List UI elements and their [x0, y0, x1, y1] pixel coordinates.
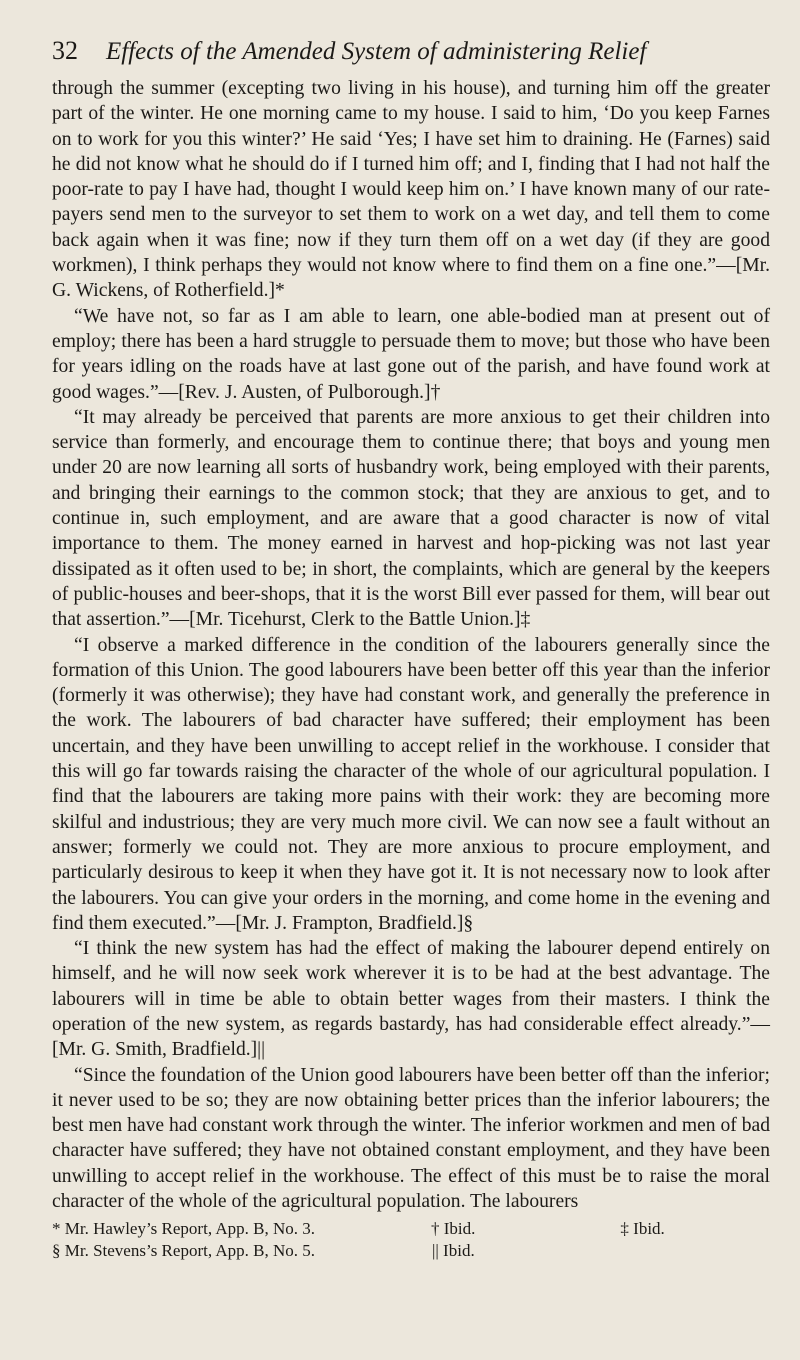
paragraph: “I observe a marked difference in the condition of the labourers generally since the formation of this Union. The good labourers have been better off this year than the inferior (formerly it was otherwise); they have had constant work, and generally the preference in the work. The labourers of bad character have suffered; their employment has been uncertain, and they have been unwilling to accept relief in the workhouse. I consider that this will go far towards raising the character of the whole of our agricultural population. I find that the labourers are taking more pains with their work: they are becoming more skilful and industrious; they are very much more civil. We can now see a fault without an answer; formerly we could not. They are more anxious to procure employment, and particularly desirous to keep it when they have got it. It is not necessary now to look after the labourers. You can give your orders in the morning, and come home in the evening and find them executed.”—[Mr. J. Frampton, Bradfield.]§ — [52, 634, 770, 934]
paragraph: “It may already be perceived that parents are more anxious to get their children into service than formerly, and encourage them to continue there; that boys and young men under 20 are now learning all sorts of husbandry work, being employed with their parents, and bringing their earnings to the common stock; that they are anxious to get, and to continue in, such employment, and are aware that a good character is now of vital importance to them. The money earned in harvest and hop-picking was not last year dissipated as it often used to be; in short, the complaints, which are general by the keepers of public-houses and beer-shops, that it is the worst Bill ever passed for them, will bear out that assertion.”—[Mr. Ticehurst, Clerk to the Battle Union.]‡ — [52, 406, 770, 631]
footnote-row — [52, 1240, 770, 1262]
page-header — [52, 36, 770, 72]
paragraph: through the summer (excepting two living in his house), and turning him off the greater part of the winter. He one morning came to my house. I said to him, ‘Do you keep Farnes on to work for you this winter?’ He said ‘Yes; I have set him to draining. He (Farnes) said he did not know what he should do if I turned him off; and I, finding that I had not half the poor-rate to pay I have had, thought I would keep him on.’ I have known many of our rate-payers send men to the surveyor to set them to work on a wet day, and tell them to come back again when it was fine; now if they turn them off on a wet day (if they are good workmen), I think perhaps they would not know where to find them on a fine one.”—[Mr. G. Wickens, of Rotherfield.]* — [52, 78, 770, 302]
footnote-row — [52, 1218, 770, 1240]
running-title: Effects of the Amended System of administering Relief — [106, 38, 647, 65]
footnotes — [52, 1218, 770, 1262]
footnote: || Ibid. — [432, 1241, 475, 1261]
paragraph: “Since the foundation of the Union good labourers have been better off than the inferior; it never used to be so; they are now obtaining better prices than the inferior labourers; the best men have had constant work through the winter. The inferior workmen and men of bad character have suffered; they have not obtained constant employment, and they have been unwilling to accept relief in the workhouse. The effect of this must be to raise the moral character of the whole of the agricultural population. The labourers — [52, 1064, 770, 1213]
footnote: † Ibid. — [430, 1219, 476, 1239]
paragraph: “I think the new system has had the effect of making the labourer depend entirely on himself, and he will now seek work wherever it is to be had at the best advantage. The labourers will in time be able to obtain better wages from their masters. I think the operation of the new system, as regards bastardy, has had considerable effect already.”—[Mr. G. Smith, Bradfield.]|| — [52, 938, 770, 1061]
body-text — [52, 76, 770, 1214]
page-number: 32 — [52, 36, 78, 65]
footnote: § Mr. Stevens’s Report, App. B, No. 5. — [52, 1241, 316, 1261]
footnote: * Mr. Hawley’s Report, App. B, No. 3. — [52, 1219, 316, 1239]
paragraph: “We have not, so far as I am able to learn, one able-bodied man at present out of employ; there has been a hard struggle to persuade them to move; but those who have been for years idling on the roads have at last gone out of the parish, and have found work at good wages.”—[Rev. J. Austen, of Pulborough.]† — [52, 305, 770, 403]
footnote: ‡ Ibid. — [620, 1219, 665, 1239]
